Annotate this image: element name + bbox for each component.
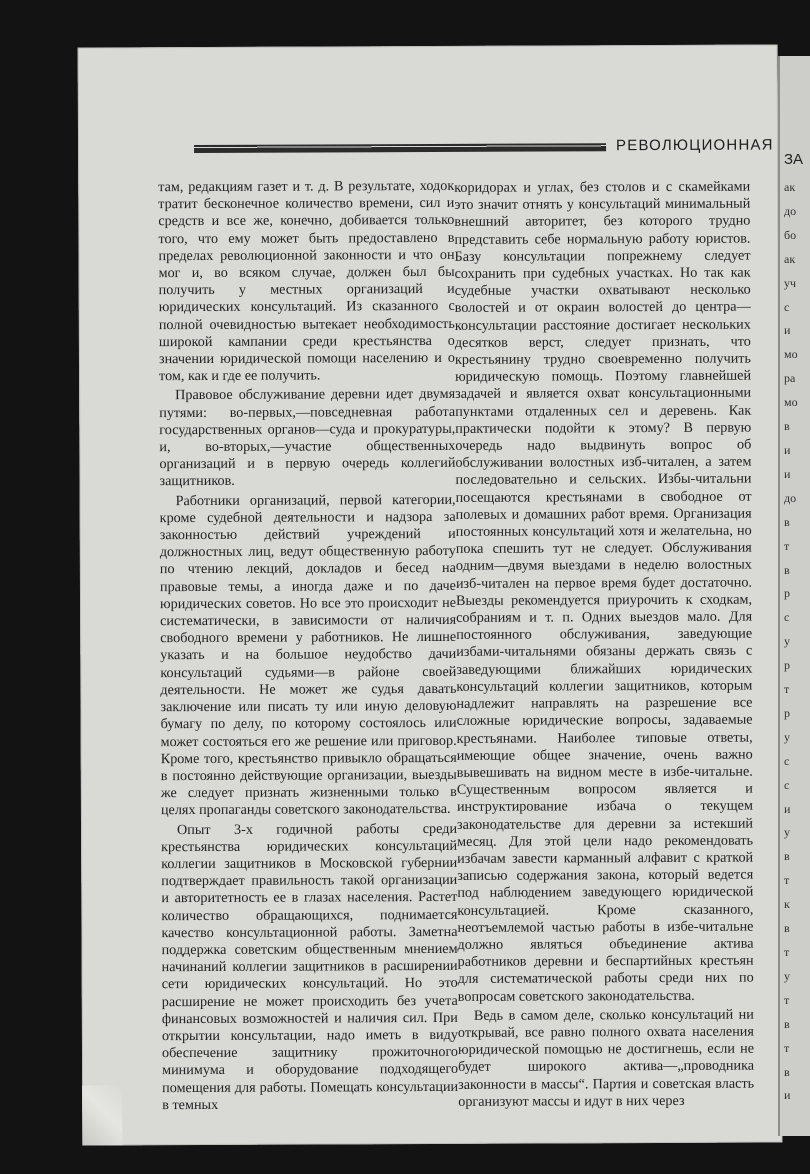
next-page-line-fragment: и [784, 323, 791, 338]
next-page-line-fragment: ак [784, 251, 796, 266]
next-page-line-fragment: в [784, 562, 790, 577]
paragraph: Работники организаций, первой категории, кроме судебной деятельности и надзора за законностью действий учреждений и должностных лиц, ведут общественную работу по чтению лекций, докладов и бесед на правовые темы, а иногда даже и по даче юридических советов. Но все это происходит не систематически, в зависимости от наличия свободного времени у работников. Не лишне указать и на большое неудобство дачи консультаций судьями—в районе своей деятельности. Не может же судья давать заключение или писать ту или иную деловую бумагу по делу, по которому состоялось или может состояться его же решение или приговор. Кроме того, крестьянство привыкло обращаться в постоянно действующие организации, выезды же следует признать жизненными только в целях пропаганды советского законодательства. [159, 491, 457, 819]
next-page-line-fragment: т [784, 538, 790, 553]
next-page-line-fragment: в [784, 921, 790, 936]
next-page-line-fragment: уч [784, 275, 797, 290]
next-page-line-fragment: в [784, 419, 790, 434]
left-column [158, 178, 458, 1114]
next-page-line-fragment: т [784, 945, 790, 959]
paragraph: Ведь в самом деле, сколько консультаций ни открывай, все равно полного охвата населения юридической помощью не достигнешь, если не будет широкого актива—„проводника законности в массы“. Партия и советская власть организуют массы и идут в них через [457, 1006, 755, 1110]
next-page-line-fragment: у [784, 825, 790, 840]
next-page-line-fragment: мо [784, 347, 798, 362]
page-fold-corner [82, 1085, 122, 1145]
next-page-line-fragment: и [784, 801, 791, 816]
next-page-line-fragment: с [784, 610, 790, 625]
next-page-line-fragment: ра [784, 371, 796, 386]
next-page-line-fragment: и [784, 442, 791, 457]
next-page-line-fragment: в [784, 1064, 790, 1079]
next-page-line-fragment: и [784, 1088, 791, 1103]
next-page-line-fragment: т [784, 992, 790, 1007]
next-page-line-fragment: в [784, 1016, 790, 1031]
next-page-line-fragment: т [784, 1040, 790, 1055]
next-page-column-fragment [784, 176, 806, 1108]
next-page-line-fragment: с [784, 299, 790, 314]
next-page-line-fragment: с [784, 777, 790, 792]
next-page-line-fragment: ак [784, 180, 796, 194]
paragraph: Правовое обслуживание деревни идет двумя путями: во-первых,—повседневная работа государственных органов—суда и прокуратуры, и, во-вторых,—участие общественных организаций и в первую очередь коллегий защитников. [159, 386, 456, 490]
next-page-header-fragment: ЗА [784, 151, 804, 168]
next-page-line-fragment: к [784, 897, 790, 912]
next-page-line-fragment: т [784, 873, 790, 888]
next-page-line-fragment: р [784, 586, 790, 601]
next-page-line-fragment: у [784, 968, 790, 983]
paragraph: там, редакциям газет и т. д. В результате, ходок тратит бесконечное количество времени, сил и средств и все же, конечно, добивается только того, что ему может быть предоставлено в пределах революционной законности и что он мог и, во всяком случае, должен был бы получить у местных организаций и юридических консультаций. Из сказанного с полной очевидностью вытекает необходимость широкой кампании среди крестьянства о значении юридической помощи населению и о том, как и где ее получить. [158, 177, 456, 385]
next-page-line-fragment: до [784, 490, 797, 505]
document-page [78, 44, 783, 1145]
next-page-line-fragment: в [784, 514, 790, 529]
right-column [454, 179, 754, 1111]
next-page-line-fragment: т [784, 682, 790, 697]
next-page-line-fragment: до [784, 203, 797, 218]
next-page-line-fragment: в [784, 849, 790, 864]
next-page-line-fragment: бо [784, 227, 797, 242]
next-page-line-fragment: у [784, 634, 790, 649]
next-page-edge [778, 56, 810, 1136]
next-page-line-fragment: р [784, 658, 790, 673]
next-page-line-fragment: у [784, 729, 790, 744]
next-page-line-fragment: с [784, 753, 790, 768]
next-page-line-fragment: и [784, 466, 791, 481]
next-page-line-fragment: мо [784, 395, 798, 410]
next-page-line-fragment: р [784, 705, 790, 720]
paragraph: Опыт 3-х годичной работы среди крестьянства юридических консультаций коллегии защитников в Московской губернии подтверждает правильность такой организации и авторитетность ее в глазах населения. Растет количество обращающихся, поднимается качество консультационной работы. Заметна поддержка советским общественным мнением начинаний коллегии защитников в расширении сети юридических консультаций. Но это расширение не может происходить без учета финансовых возможностей и наличия сил. При открытии консультации, надо иметь в виду обеспечение защитнику прожиточного минимума и оборудование подходящего помещения для работы. Помещать консультации в темных [161, 820, 459, 1113]
paragraph: коридорах и углах, без столов и с скамейками это значит отнять у консультаций минимальный внешний авторитет, без которого трудно представить себе нормальную работу юристов. Базу консультации попрежнему следует сохранить при судебных участках. Но так как судебные участки охватывают несколько волостей и от окраин волостей до центра—консультации расстояние достигает нескольких десятков верст, следует признать, что крестьянину трудно своевременно получить юридическую помощь. Поэтому главнейшей задачей и является охват консультационными пунктами отдаленных сел и деревень. Как практически подойти к этому? В первую очередь надо выдвинуть вопрос об обслуживании волостных изб-читален, а затем последовательно и сельских. Избы-читальни посещаются крестьянами в свободное от полевых и домашних работ время. Организация постоянных консультаций хотя и желательна, но пока спешить тут не следует. Обслуживания одним—двумя выездами в неделю волостных изб-читален на первое время будет достаточно. Выезды рекомендуется приурочить к сходкам, собраниям и т. п. Одних выездов мало. Для постоянного обслуживания, заведующие избами-читальнями обязаны держать связь с заведующими ближайших юридических консультаций коллегии защитников, которым надлежит направлять на разрешение все сложные юридические вопросы, задаваемые крестьянами. Наиболее типовые ответы, имеющие общее значение, очень важно вывешивать на видном месте в избе-читальне. Существенным вопросом является и инструктирование избача о текущем законодательстве для деревни за истекший месяц. Для этой цели надо рекомендовать избачам завести карманный алфавит с краткой записью содержания закона, который ведется под наблюдением заведующего юридической консультацией. Кроме сказанного, неотъемлемой частью работы в избе-читальне должно являться объединение актива работников деревни и беспартийных крестьян для систематической работы среди них по вопросам советского законодательства. [454, 178, 754, 1005]
header-rule [194, 143, 606, 153]
page-header-title: РЕВОЛЮЦИОННАЯ [616, 136, 774, 155]
